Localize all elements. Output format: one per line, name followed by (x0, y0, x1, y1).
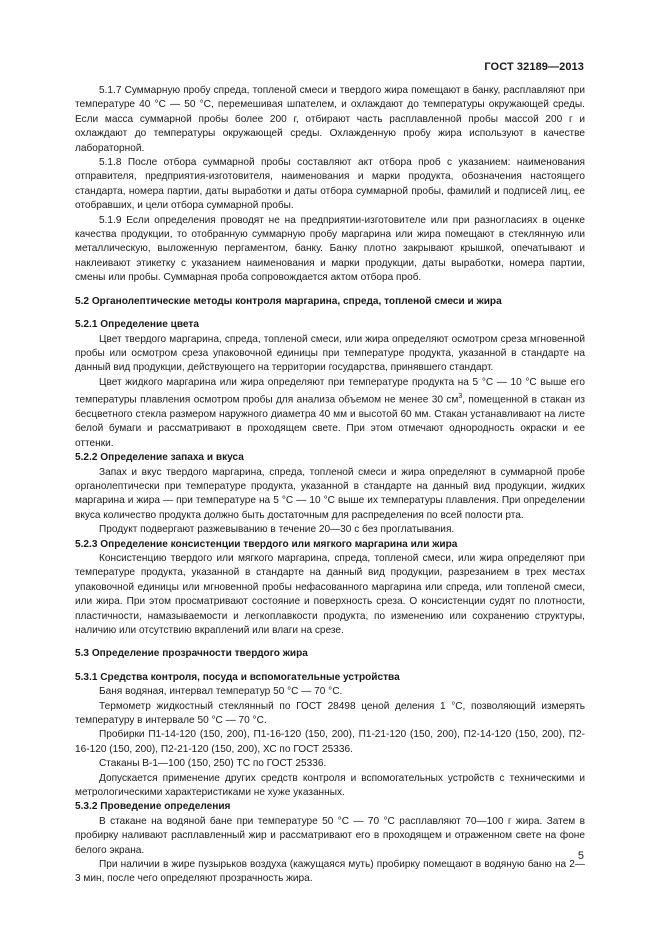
subsection-heading-5-3-2: 5.3.2 Проведение определения (75, 801, 231, 813)
paragraph-5-2-2-a: Запах и вкус твердого маргарина, спреда, топленой смеси и жира определяют в суммарной пробе органолептически при температуре продукта, указанной в стандарте на данный вид продукции, жидких маргарина и жира — при температуре на 5 °С — 10 °С выше их температуры плавления. При определении вкуса количество продукта должно быть достаточным для распределения по всей полости рта. (75, 466, 585, 521)
paragraph-5-1-8: 5.1.8 После отбора суммарной пробы составляют акт отбора проб с указанием: наименования отправителя, предприятия-изготовителя, наименования и марки продукта, обозначения настоящего стандарта, номера партии, даты выработки и даты отбора суммарной пробы, фамилий и подписей лиц, ее отобравших, и цели отбора суммарной пробы. (75, 157, 585, 212)
paragraph-5-3-2-a: В стакане на водяной бане при температуре 50 °С — 70 °С расплавляют 70—100 г жира. Затем в пробирку наливают расплавленный жир и рассматривают его в проходящем и отраженном свете на фоне белого экрана. (75, 815, 585, 856)
paragraph-5-2-1-b-pre: Цвет жидкого маргарина или жира определяют при температуре продукта на 5 °С — 10 °С выше его температуры плавления осмотром пробы для анализа объемом не менее 30 см (75, 376, 585, 406)
section-heading-5-2: 5.2 Органолептические методы контроля маргарина, спреда, топленой смеси и жира (75, 295, 502, 307)
unit-superscript: 3 (458, 393, 463, 401)
paragraph-5-3-1-b: Термометр жидкостный стеклянный по ГОСТ 28498 ценой деления 1 °С, позволяющий измерять температуру в интервале 50 °С — 70 °С. (75, 700, 585, 727)
paragraph-5-1-7: 5.1.7 Суммарную пробу спреда, топленой смеси и твердого жира помещают в банку, расплавляют при температуре 40 °С — 50 °С, перемешивая шпателем, и охлаждают до температуры окружающей среды. Если масса суммарной пробы более 200 г, отбирают часть расплавленной пробы массой 200 г и охлаждают до температуры окружающей среды. Охлажденную пробу жира используют в качестве лабораторной. (75, 85, 585, 154)
paragraph-5-1-9: 5.1.9 Если определения проводят не на предприятии-изготовителе или при разногласиях в оценке качества продукции, то отобранную суммарную пробу маргарина или жира помещают в стеклянную или металлическую, выложенную пергаментом, банку. Банку плотно закрывают крышкой, опечатывают и наклеивают этикетку с указанием наименования и марки продукции, даты выработки, номера партии, смены или пробы. Суммарная проба сопровождается актом отбора проб. (75, 214, 585, 284)
section-heading-5-3: 5.3 Определение прозрачности твердого жира (75, 648, 308, 660)
subsection-heading-5-2-3: 5.2.3 Определение консистенции твердого или мягкого маргарина или жира (75, 538, 458, 550)
paragraph-5-2-1-a: Цвет твердого маргарина, спреда, топленой смеси, или жира определяют осмотром среза мгновенной пробы или осмотром среза упаковочной единицы при температуре продукта, указанной в стандарте на данный вид продукции, действующего на территории государства, принявшего стандарт. (75, 333, 585, 374)
paragraph-5-3-1-c: Пробирки П1-14-120 (150, 200), П1-16-120 (150, 200), П1-21-120 (150, 200), П2-14-120 (150, 200), П2-16-120 (150, 200), П2-21-120 (150, 200), ХС по ГОСТ 25336. (75, 729, 585, 755)
paragraph-5-2-3: Консистенцию твердого или мягкого маргарина, спреда, топленой смеси, или жира определяют при температуре продукта, указанной в стандарте на данный вид продукции, разрезанием в трех местах упаковочной единицы или мгновенной пробы нефасованного маргарина или спреда, или топленой смеси, или жира. При этом просматривают состояние и поверхность среза. О консистенции судят по плотности, пластичности, намазываемости и легкоплавкости продукта, по изменению или сохранению структуры, наличию или отсутствию вкраплений или влаги на срезе. (75, 552, 585, 636)
paragraph-5-3-1-d: Стаканы В-1—100 (150, 250) ТС по ГОСТ 25336. (99, 758, 327, 770)
paragraph-5-3-1-a: Баня водяная, интервал температур 50 °С — 70 °С. (99, 686, 343, 698)
page-number: 5 (577, 850, 584, 862)
document-code-header: ГОСТ 32189—2013 (484, 61, 584, 73)
subsection-heading-5-3-1: 5.3.1 Средства контроля, посуда и вспомогательные устройства (75, 671, 400, 683)
paragraph-5-2-2-b: Продукт подвергают разжевыванию в течение 20—30 с без проглатывания. (99, 524, 455, 536)
paragraph-5-3-1-e: Допускается применение других средств контроля и вспомогательных устройств с техническими и метрологическими характеристиками не хуже указанных. (75, 772, 585, 799)
subsection-heading-5-2-1: 5.2.1 Определение цвета (75, 319, 199, 331)
paragraph-5-2-1-b-post: , помещенной в стакан из бесцветного стекла размером наружного диаметра 40 мм и высотой 60 мм. Стакан устанавливают на листе белой бумаги и рассматривают в проходящем свете. При этом отмечают однородность окраски и ее оттенки. (75, 394, 585, 449)
paragraph-5-3-2-b: При наличии в жире пузырьков воздуха (кажущаяся муть) пробирку помещают в водяную баню на 2—3 мин, после чего определяют прозрачность жира. (75, 859, 585, 885)
subsection-heading-5-2-2: 5.2.2 Определение запаха и вкуса (75, 452, 244, 464)
document-body (75, 84, 585, 887)
paragraph-5-2-1-b (75, 376, 585, 451)
